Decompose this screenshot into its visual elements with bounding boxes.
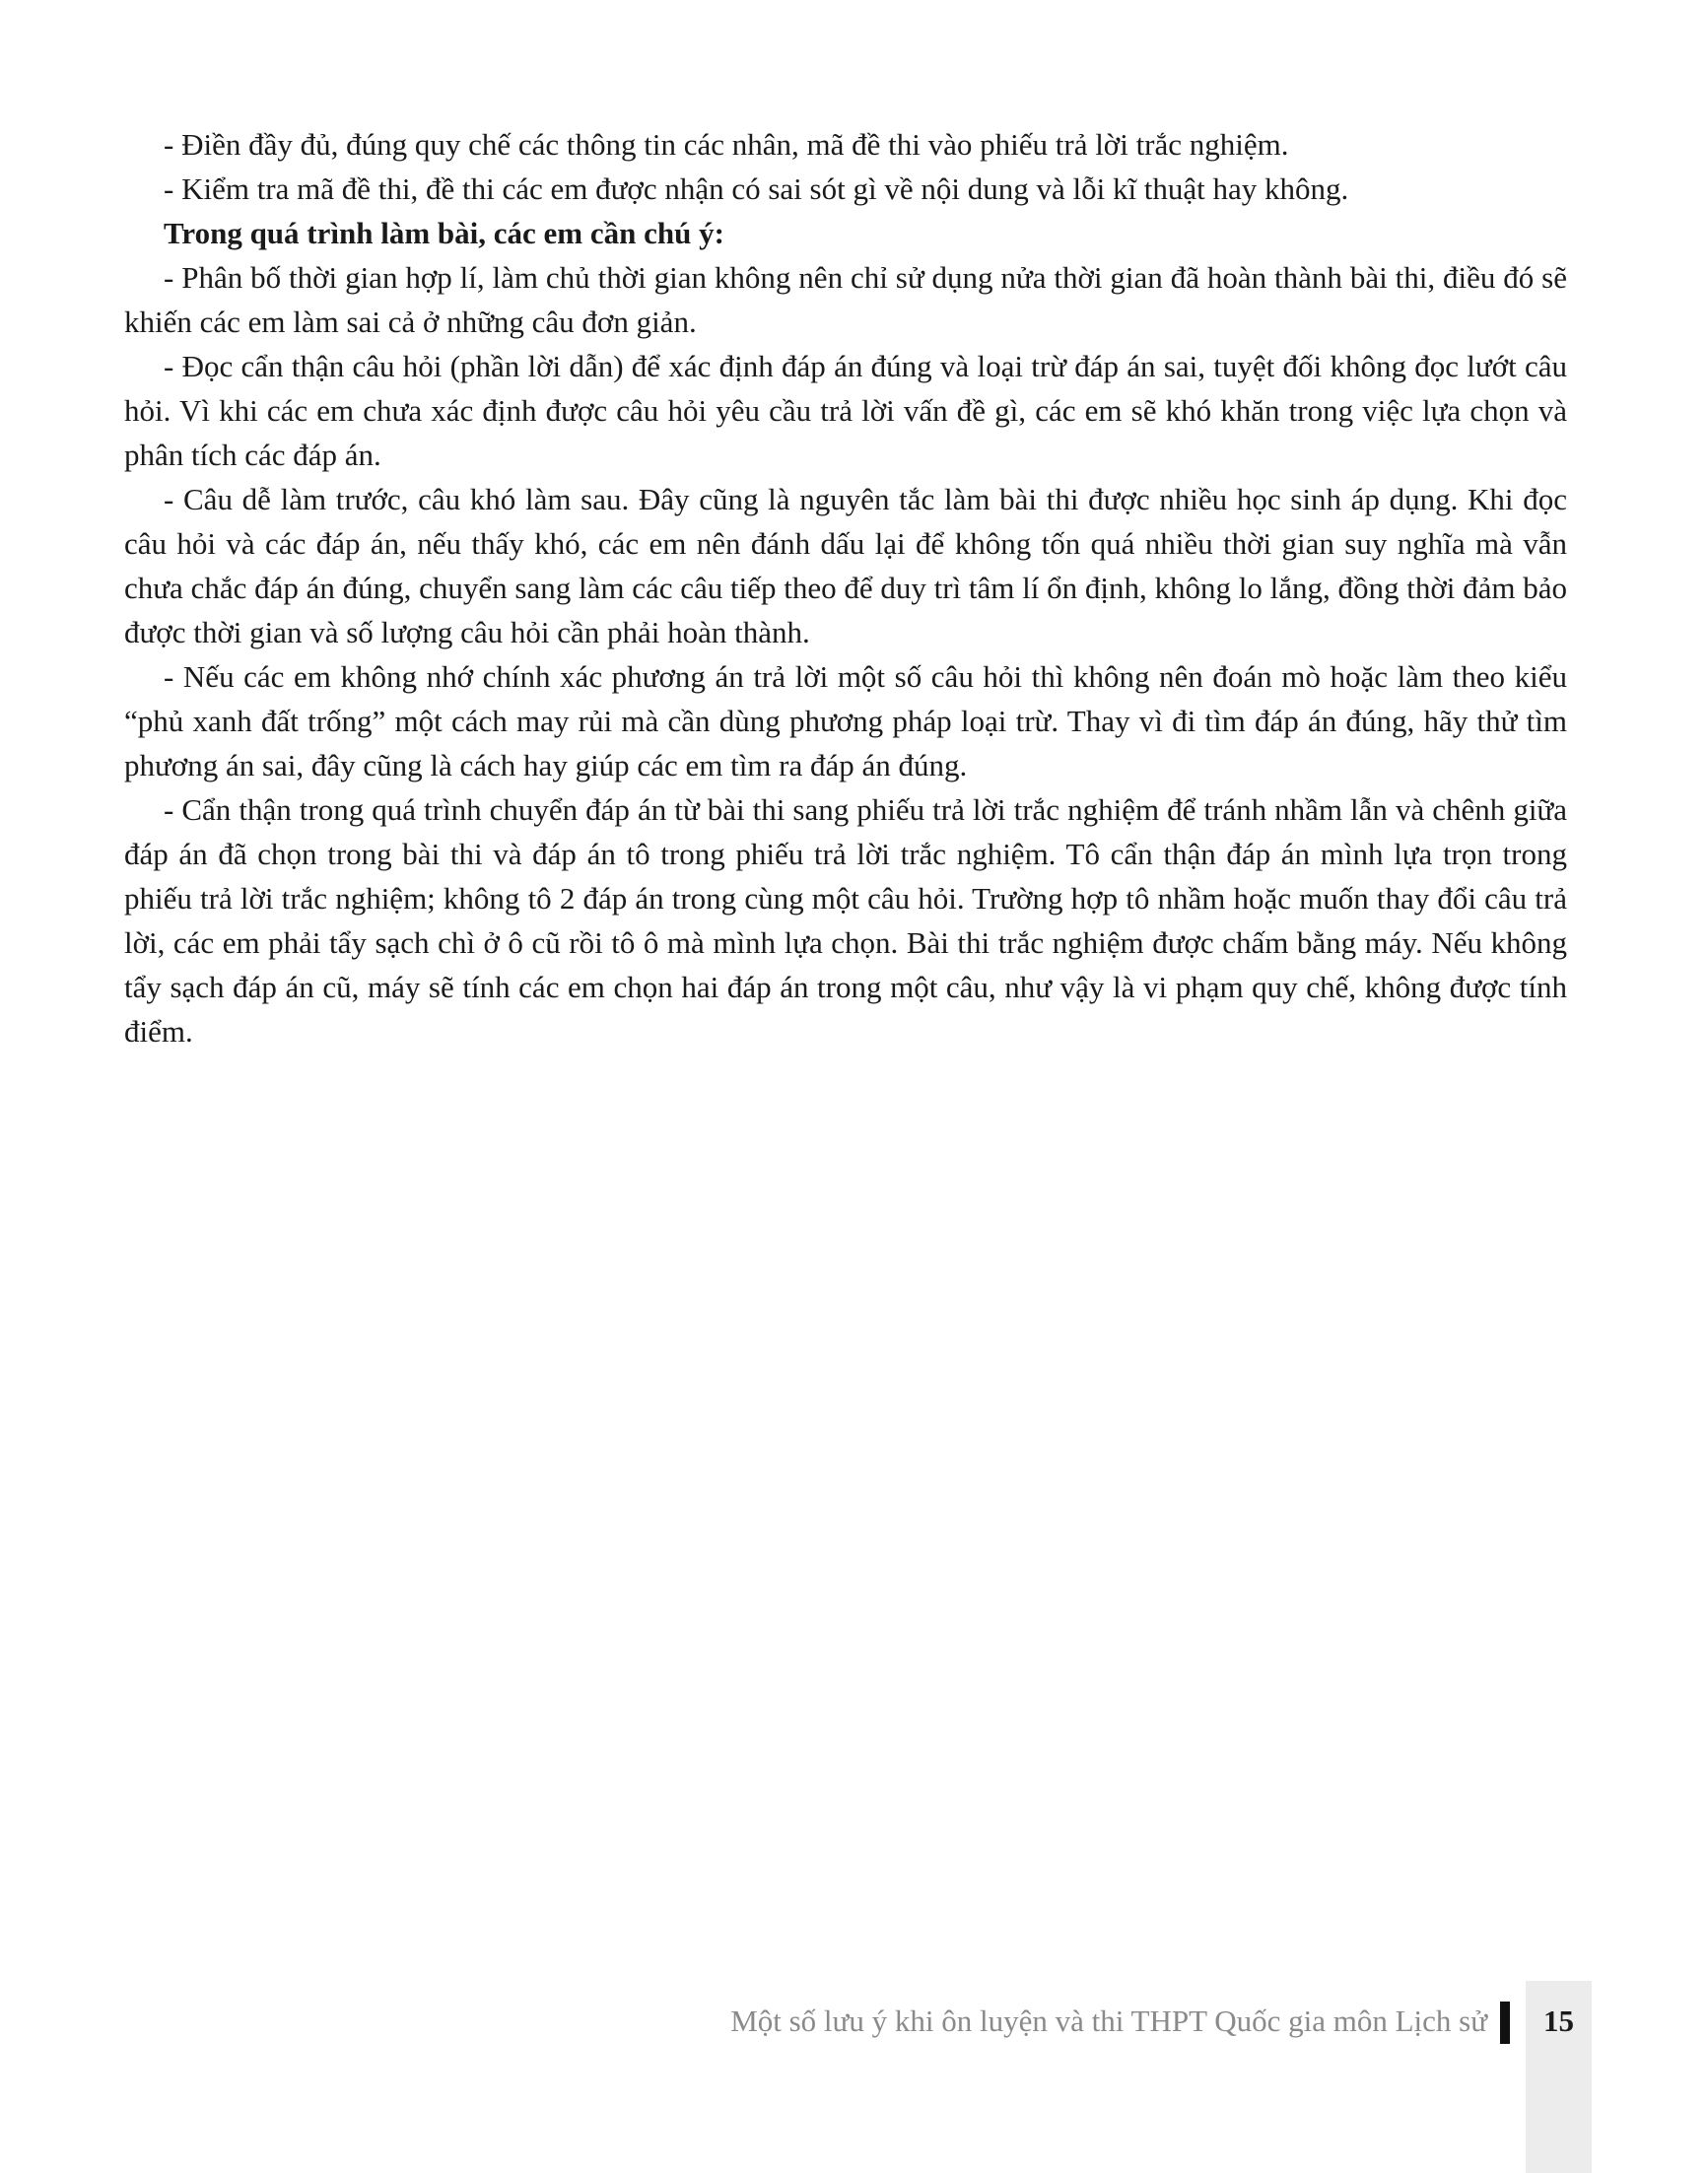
section-heading: Trong quá trình làm bài, các em cần chú ý: [164,216,724,250]
page-number: 15 [1543,2003,1574,2038]
paragraph-check-code: - Kiểm tra mã đề thi, đề thi các em được nhận có sai sót gì về nội dung và lỗi kĩ thuật hay không. [164,171,1349,206]
body-text [124,122,1567,1053]
paragraph-time-allocation: - Phân bố thời gian hợp lí, làm chủ thời gian không nên chỉ sử dụng nửa thời gian đã hoàn thành bài thi, điều đó sẽ khiến các em làm sai cả ở những câu đơn giản. [124,260,1567,339]
paragraph-elimination: - Nếu các em không nhớ chính xác phương án trả lời một số câu hỏi thì không nên đoán mò hoặc làm theo kiểu “phủ xanh đất trống” một cách may rủi mà cần dùng phương pháp loại trừ. Thay vì đi tìm đáp án đúng, hãy thử tìm phương án sai, đây cũng là cách hay giúp các em tìm ra đáp án đúng. [124,659,1567,782]
paragraph-fill-info: - Điền đầy đủ, đúng quy chế các thông tin các nhân, mã đề thi vào phiếu trả lời trắc nghiệm. [164,127,1289,162]
paragraph-answer-transfer: - Cẩn thận trong quá trình chuyển đáp án từ bài thi sang phiếu trả lời trắc nghiệm để tránh nhầm lẫn và chênh giữa đáp án đã chọn trong bài thi và đáp án tô trong phiếu trả lời trắc nghiệm. Tô cẩn thận đáp án mình lựa trọn trong phiếu trả lời trắc nghiệm; không tô 2 đáp án trong cùng một câu hỏi. Trường hợp tô nhầm hoặc muốn thay đổi câu trả lời, các em phải tẩy sạch chì ở ô cũ rồi tô ô mà mình lựa chọn. Bài thi trắc nghiệm được chấm bằng máy. Nếu không tẩy sạch đáp án cũ, máy sẽ tính các em chọn hai đáp án trong một câu, như vậy là vi phạm quy chế, không được tính điểm. [124,792,1567,1049]
paragraph-easy-first: - Câu dễ làm trước, câu khó làm sau. Đây cũng là nguyên tắc làm bài thi được nhiều học sinh áp dụng. Khi đọc câu hỏi và các đáp án, nếu thấy khó, các em nên đánh dấu lại để không tốn quá nhiều thời gian suy nghĩa mà vẫn chưa chắc đáp án đúng, chuyển sang làm các câu tiếp theo để duy trì tâm lí ổn định, không lo lắng, đồng thời đảm bảo được thời gian và số lượng câu hỏi cần phải hoàn thành. [124,482,1567,649]
footer-divider-bar [1500,2002,1510,2044]
paragraph-read-carefully: - Đọc cẩn thận câu hỏi (phần lời dẫn) để xác định đáp án đúng và loại trừ đáp án sai, tuyệt đối không đọc lướt câu hỏi. Vì khi các em chưa xác định được câu hỏi yêu cầu trả lời vấn đề gì, các em sẽ khó khăn trong việc lựa chọn và phân tích các đáp án. [124,349,1567,472]
running-footer-title: Một số lưu ý khi ôn luyện và thi THPT Quốc gia môn Lịch sử [730,2003,1487,2038]
